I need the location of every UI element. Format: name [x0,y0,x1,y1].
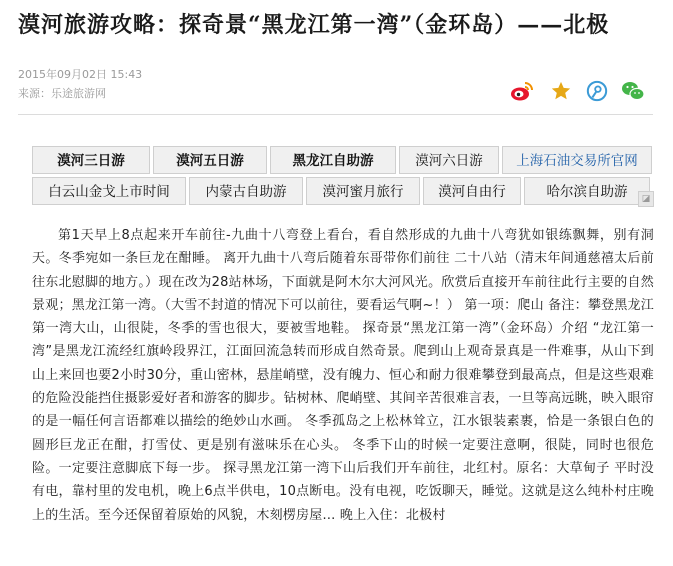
tag-link[interactable]: 漠河自由行 [423,177,521,205]
header-divider [18,114,653,115]
tag-link[interactable]: 内蒙古自助游 [189,177,303,205]
article-body: 第1天早上8点起来开车前往-九曲十八弯登上看台，看自然形成的九曲十八弯犹如银练飘舞，别有洞天。冬季宛如一条巨龙在酣睡。 离开九曲十八弯后随着东哥带你们前往 二十八站（清末年间通慈禧太后前往东北慰脚的地方。）现在改为28站林场，下面就是阿木尔大河风光。欣赏后直接开车前往此行主要的自然景观；黑龙江第一湾。（大雪不封道的情况下可以前往，要看运气啊~！） 第一项：爬山 备注：攀登黑龙江第一湾大山，山很陡，冬季的雪也很大，要被雪地鞋。 探奇景“黑龙江第一湾”（金环岛）介绍 “龙江第一湾”是黑龙江流经红旗岭段界江，江面回流急转而形成自然奇景。爬到山上观奇景真是一件难事，从山下到山上来回也要2小时30分，重山密林，悬崖峭壁，没有魄力、恒心和耐力很难攀登到最高点，但是这些艰难的危险没能挡住摄影爱好者和游客的脚步。钻树林、爬峭壁、其间辛苦很难言表，一旦等高远眺，映入眼帘的是一幅任何言语都难以描绘的绝妙山水画。 冬季孤岛之上松林耸立，江水银装素裹，恰是一条银白色的圆形巨龙正在酣，打雪仗、更是别有滋味乐在心头。 冬季下山的时候一定要注意啊，很陡，同时也很危险。一定要注意脚底下每一步。 探寻黑龙江第一湾下山后我们开车前往，北红村。原名：大草甸子 平时没有电，靠村里的发电机，晚上6点半供电，10点断电。没有电视，吃饭聊天，睡觉。这就是这么纯朴村庄晚上的生活。至今还保留着原始的风貌，木刻楞房屋… 晚上入住：北极村 [32,228,654,523]
tag-link[interactable]: 哈尔滨自助游 [524,177,650,205]
tag-link[interactable]: 上海石油交易所官网 [502,146,652,174]
tag-row [32,177,652,205]
publish-date: 2015年09月02日 15:43 [18,68,143,81]
tag-link[interactable]: 漠河三日游 [32,146,150,174]
tag-link[interactable]: 漠河蜜月旅行 [306,177,420,205]
tag-link[interactable]: 漠河六日游 [399,146,499,174]
article-title: 漠河旅游攻略：探奇景“黑龙江第一湾”（金环岛）——北极 [18,12,610,38]
tag-row [32,146,652,174]
tag-link[interactable]: 白云山金戈上市时间 [32,177,186,205]
tencent-weibo-icon[interactable] [584,78,610,104]
weibo-icon[interactable] [509,78,535,104]
feedback-corner-icon[interactable]: ◪ [638,191,654,207]
star-icon[interactable] [548,78,574,104]
wechat-icon[interactable] [620,78,646,104]
article-source: 来源：乐途旅游网 [18,87,106,100]
tag-link[interactable]: 漠河五日游 [153,146,267,174]
related-tags [32,146,652,208]
tag-link[interactable]: 黑龙江自助游 [270,146,396,174]
